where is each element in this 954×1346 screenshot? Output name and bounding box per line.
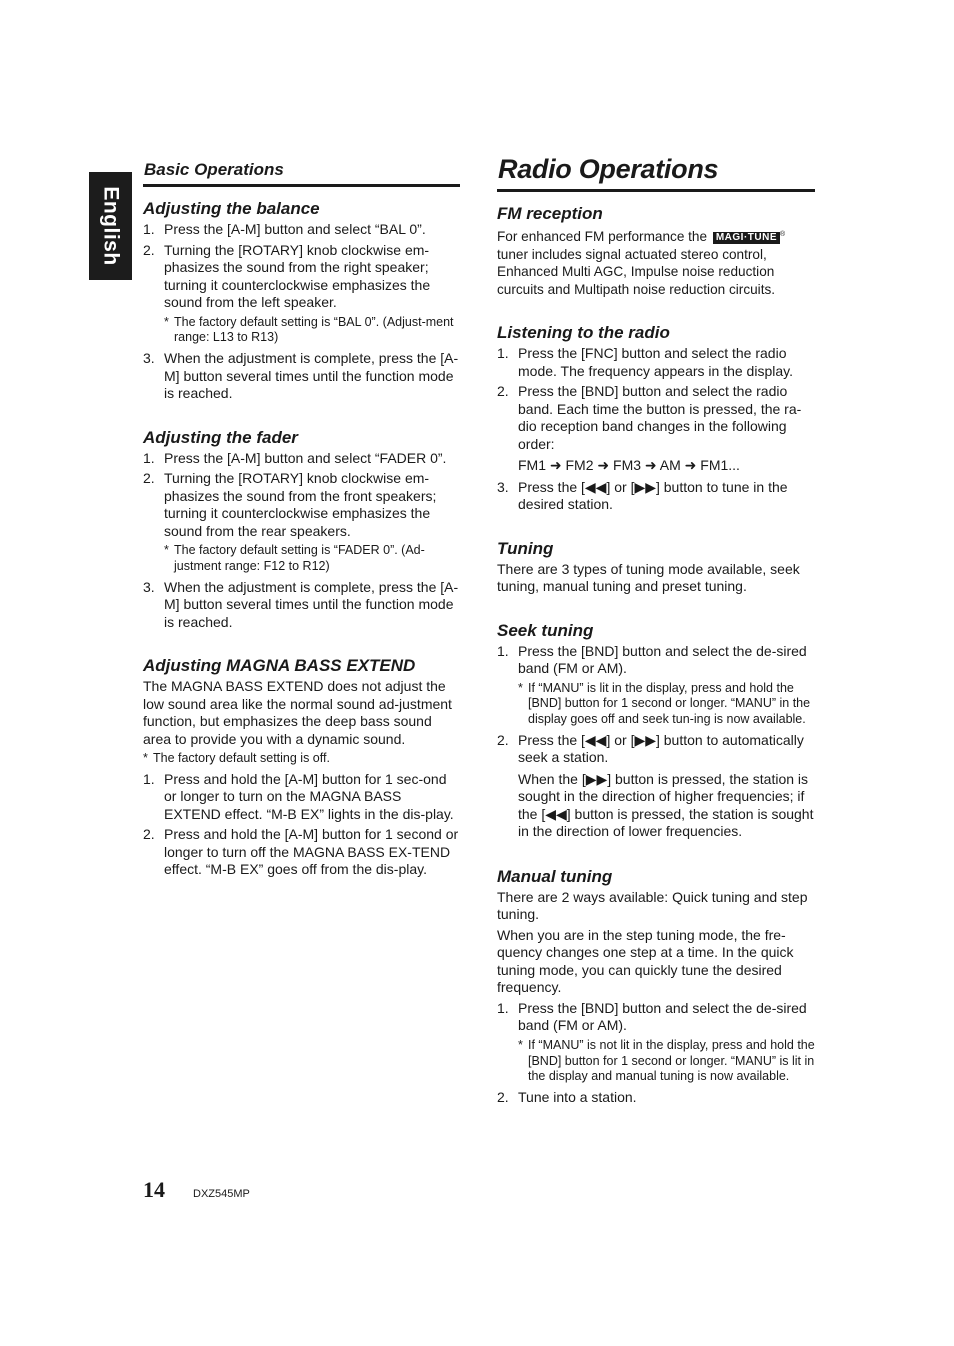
band-order: FM1 ➜ FM2 ➜ FM3 ➜ AM ➜ FM1... xyxy=(518,457,740,473)
list-item: 1. Press and hold the [A-M] button for 1 sec-ond or longer to turn on the MAGNA BASS EXTEND effect. “M-B EX” lights in the dis-play. xyxy=(143,770,454,822)
list-item: 2. Turning the [ROTARY] knob clockwise em-phasizes the sound from the front speakers; turning it counterclockwise emphasizes the sound from the rear speakers. * The factory default setting is “FADER 0”. (Ad-justment range: F12 to R12) xyxy=(143,470,460,575)
magna-heading: Adjusting MAGNA BASS EXTEND xyxy=(143,656,416,676)
seek-heading: Seek tuning xyxy=(497,620,594,640)
right-column xyxy=(497,150,815,1110)
magitune-logo: MAGI·TUNE xyxy=(713,232,780,244)
tuning-heading: Tuning xyxy=(497,538,554,558)
list-item: 1. Press the [FNC] button and select the radio mode. The frequency appears in the display. xyxy=(497,345,793,379)
manual-p2: When you are in the step tuning mode, the fre-quency changes one step at a time. In the quick tuning mode, you can quickly tune the desired frequency. xyxy=(497,926,794,996)
listening-steps xyxy=(497,345,815,514)
language-tab-label: English xyxy=(99,186,123,266)
list-item: 3. When the adjustment is complete, press the [A-M] button several times until the function mode is reached. xyxy=(143,578,459,630)
seek-note: * If “MANU” is lit in the display, press and hold the [BND] button for 1 second or longer. “MANU” in the display goes off and seek tun-ing is now available. xyxy=(518,680,811,727)
list-item: 3. When the adjustment is complete, press the [A-M] button several times until the function mode is reached. xyxy=(143,350,459,402)
fader-note: * The factory default setting is “FADER 0”. (Ad-justment range: F12 to R12) xyxy=(164,543,425,573)
section-label: Basic Operations xyxy=(144,160,284,179)
list-item: 1. Press the [BND] button and select the de-sired band (FM or AM). * If “MANU” is not lit in the display, press and hold the [BND] button for 1 second or longer. “MANU” is lit in the display and manual tuning is now available. xyxy=(497,999,815,1084)
list-item: 2. Press and hold the [A-M] button for 1 second or longer to turn off the MAGNA BASS EX-TEND effect. “M-B EX” goes off from the dis-play. xyxy=(143,826,459,878)
balance-heading: Adjusting the balance xyxy=(143,199,320,218)
magna-note: * The factory default setting is off. xyxy=(143,751,330,766)
page-footer xyxy=(143,1177,250,1203)
manual-heading: Manual tuning xyxy=(497,866,613,886)
page-number: 14 xyxy=(143,1177,165,1202)
page-title: Radio Operations xyxy=(498,154,719,184)
tuning-text: There are 3 types of tuning mode available, seek tuning, manual tuning and preset tuning. xyxy=(497,560,800,594)
list-item: 1. Press the [A-M] button and select “FADER 0”. xyxy=(143,449,447,466)
list-item: 2. Press the [◀◀] or [▶▶] button to automatically seek a station. When the [▶▶] button is pressed, the station is sought in the direction of higher frequencies; if the [◀◀] button is pressed, the station is sought in the direction of lower frequencies. xyxy=(497,731,814,840)
fader-heading: Adjusting the fader xyxy=(143,427,298,447)
section-rule xyxy=(143,184,460,187)
manual-p1: There are 2 ways available: Quick tuning and step tuning. xyxy=(497,888,808,923)
language-tab xyxy=(89,172,132,280)
model-number: DXZ545MP xyxy=(193,1188,250,1200)
manual-steps xyxy=(497,1000,815,1107)
balance-steps xyxy=(143,221,460,403)
list-item: 1. Press the [A-M] button and select “BAL 0”. xyxy=(143,221,426,237)
manual-note: * If “MANU” is not lit in the display, press and hold the [BND] button for 1 second or longer. “MANU” is lit in the display and manual tuning is now available. xyxy=(518,1037,815,1084)
list-item: 3. Press the [◀◀] or [▶▶] button to tune in the desired station. xyxy=(497,478,788,512)
fm-heading: FM reception xyxy=(497,204,603,223)
left-column xyxy=(143,160,460,882)
title-rule xyxy=(497,189,815,192)
list-item: 2. Turning the [ROTARY] knob clockwise em-phasizes the sound from the right speaker; turning it counterclockwise emphasizes the sound from the left speaker. * The factory default setting is “BAL 0”. (Adjust-ment range: L13 to R13) xyxy=(143,242,460,347)
seek-direction-text: When the [▶▶] button is pressed, the station is sought in the direction of higher frequencies; if the [◀◀] button is pressed, the station is sought in the direction of lower frequencies. xyxy=(518,770,814,840)
fader-steps xyxy=(143,450,460,632)
fm-text: For enhanced FM performance the MAGI·TUNE ® tuner includes signal actuated stereo control, Enhanced Multi AGC, Impulse noise reduction curcuits and Multipath noise reduction circuits. xyxy=(497,229,786,297)
balance-note: * The factory default setting is “BAL 0”. (Adjust-ment range: L13 to R13) xyxy=(164,314,454,345)
list-item: 2. Press the [BND] button and select the radio band. Each time the button is pressed, the ra-dio reception band changes in the following order: FM1 ➜ FM2 ➜ FM3 ➜ AM ➜ FM1... xyxy=(497,383,815,475)
listening-heading: Listening to the radio xyxy=(497,323,670,342)
magna-steps xyxy=(143,771,460,879)
list-item: 1. Press the [BND] button and select the de-sired band (FM or AM). * If “MANU” is lit in the display, press and hold the [BND] button for 1 second or longer. “MANU” in the display goes off and seek tun-ing is now available. xyxy=(497,643,815,728)
magna-intro: The MAGNA BASS EXTEND does not adjust the low sound area like the normal sound ad-justment function, but emphasizes the deep bass sound area to provide you with a dynamic sound. xyxy=(143,678,452,747)
seek-steps xyxy=(497,643,815,841)
list-item: 2. Tune into a station. xyxy=(497,1089,637,1106)
